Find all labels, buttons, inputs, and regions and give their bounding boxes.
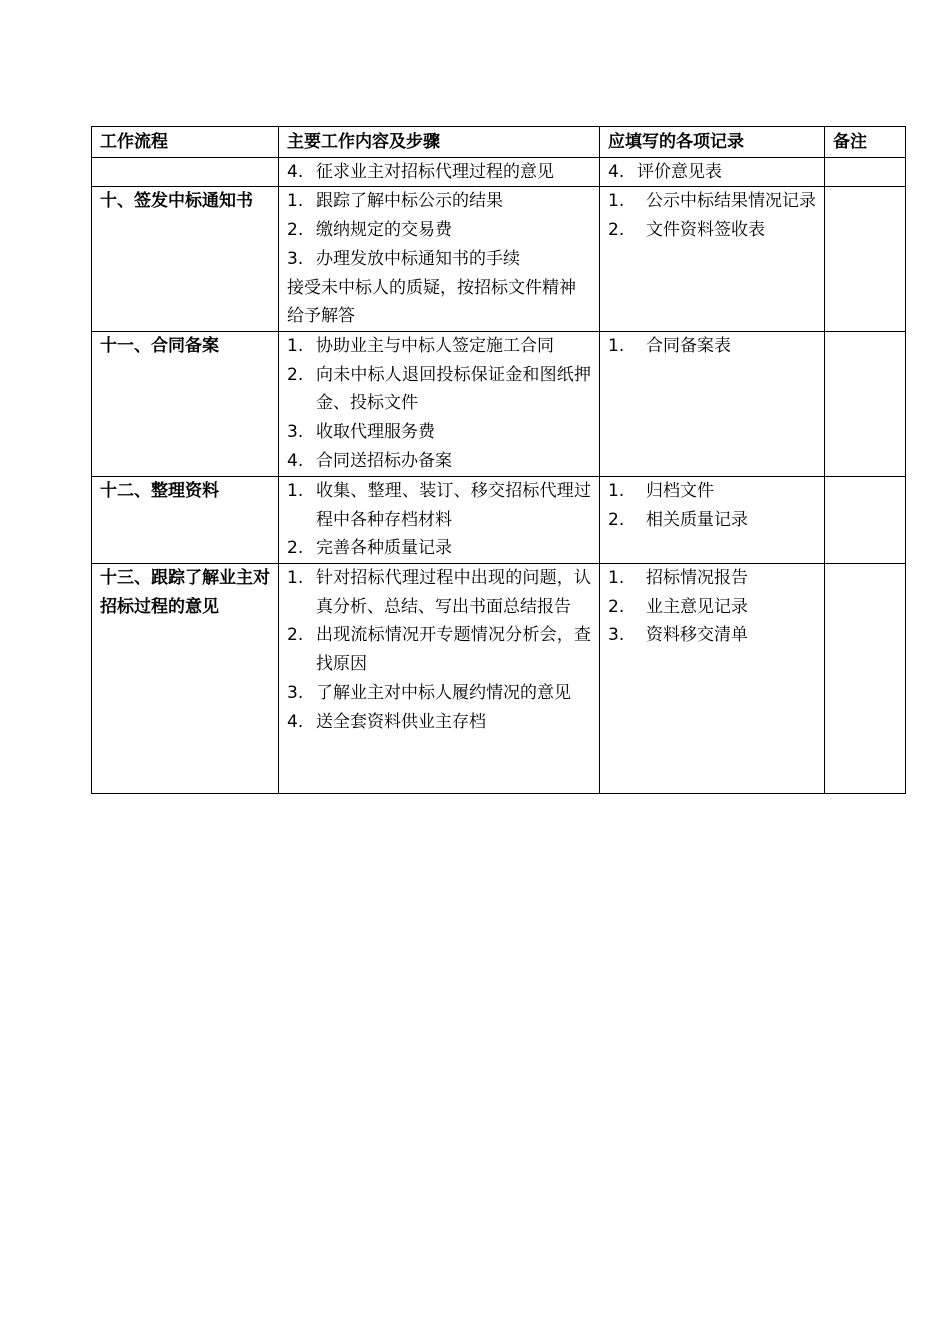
list-item: 3. 办理发放中标通知书的手续 (287, 248, 520, 269)
step-cell: 十二、整理资料 (92, 476, 279, 563)
table-row (92, 157, 906, 187)
content-cell (279, 331, 600, 476)
header-content: 主要工作内容及步骤 (279, 127, 600, 158)
list-item: 1. 跟踪了解中标公示的结果 (287, 191, 503, 212)
step-cell: 十一、合同备案 (92, 331, 279, 476)
list-item: 2. 出现流标情况开专题情况分析会，查找原因 (287, 625, 591, 675)
step-cell (92, 157, 279, 187)
list-item: 2. 完善各种质量记录 (287, 538, 452, 559)
content-cell (279, 476, 600, 563)
note-cell (825, 187, 906, 332)
content-cell (279, 187, 600, 332)
workflow-table (91, 126, 906, 794)
list-item: 2. 缴纳规定的交易费 (287, 220, 452, 241)
header-workflow: 工作流程 (92, 127, 279, 158)
content-note: 接受未中标人的质疑，按招标文件精神给予解答 (287, 277, 576, 327)
records-cell (600, 331, 825, 476)
records-cell (600, 187, 825, 332)
note-cell (825, 331, 906, 476)
list-item: 4. 送全套资料供业主存档 (287, 711, 486, 732)
header-row (92, 127, 906, 158)
list-item: 4. 征求业主对招标代理过程的意见 (287, 161, 554, 182)
list-item: 1. 针对招标代理过程中出现的问题，认真分析、总结、写出书面总结报告 (287, 568, 591, 617)
content-cell (279, 564, 600, 794)
list-item: 3. 资料移交清单 (608, 625, 748, 646)
content-cell (279, 157, 600, 187)
note-cell (825, 476, 906, 563)
table-row (92, 187, 906, 332)
header-records: 应填写的各项记录 (600, 127, 825, 158)
table-row (92, 564, 906, 794)
records-cell (600, 157, 825, 187)
list-item: 1. 收集、整理、装订、移交招标代理过程中各种存档材料 (287, 480, 591, 530)
header-notes: 备注 (825, 127, 906, 158)
list-item: 1. 公示中标结果情况记录 (608, 191, 816, 212)
list-item: 1. 招标情况报告 (608, 568, 748, 589)
list-item: 1. 归档文件 (608, 480, 714, 501)
note-cell (825, 564, 906, 794)
list-item: 4. 评价意见表 (608, 161, 722, 182)
list-item: 2. 相关质量记录 (608, 509, 748, 530)
list-item: 1. 协助业主与中标人签定施工合同 (287, 335, 554, 356)
step-cell: 十三、跟踪了解业主对招标过程的意见 (92, 564, 279, 794)
list-item: 4. 合同送招标办备案 (287, 450, 452, 471)
list-item: 2. 文件资料签收表 (608, 220, 765, 241)
list-item: 3. 了解业主对中标人履约情况的意见 (287, 682, 571, 703)
records-cell (600, 564, 825, 794)
step-cell: 十、签发中标通知书 (92, 187, 279, 332)
table-row (92, 476, 906, 563)
records-cell (600, 476, 825, 563)
list-item: 1. 合同备案表 (608, 335, 731, 356)
list-item: 3. 收取代理服务费 (287, 422, 435, 443)
list-item: 2. 向未中标人退回投标保证金和图纸押金、投标文件 (287, 364, 591, 414)
note-cell (825, 157, 906, 187)
table-row (92, 331, 906, 476)
list-item: 2. 业主意见记录 (608, 596, 748, 617)
